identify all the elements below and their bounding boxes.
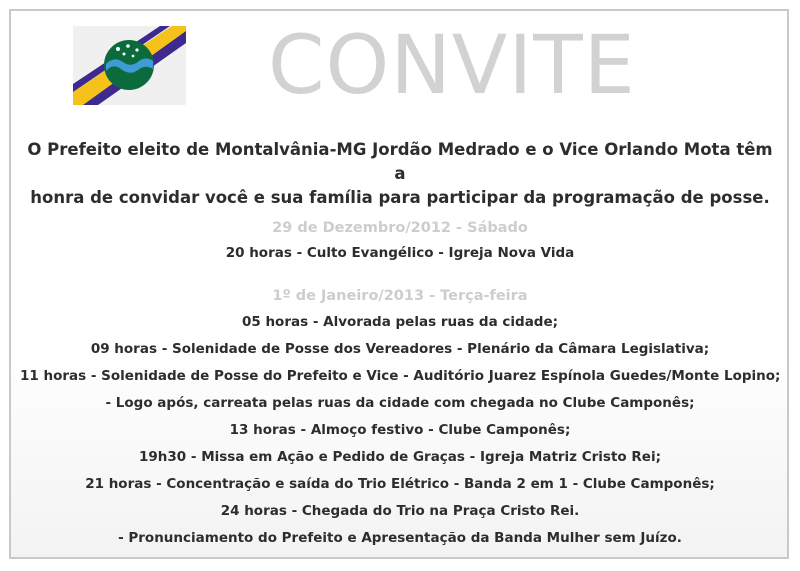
schedule-item: - Logo após, carreata pelas ruas da cidade com chegada no Clube Camponês; xyxy=(105,395,695,411)
schedule-item: 09 horas - Solenidade de Posse dos Vereadores - Plenário da Câmara Legislativa; xyxy=(90,341,710,357)
intro-line-2: honra de convidar você e sua família para participar da programação de posse. xyxy=(30,188,770,207)
intro-line-1: O Prefeito eleito de Montalvânia-MG Jordão Medrado e o Vice Orlando Mota têm a xyxy=(27,140,773,183)
schedule-item: 19h30 - Missa em Ação e Pedido de Graças - Igreja Matriz Cristo Rei; xyxy=(139,449,661,465)
page-title: CONVITE xyxy=(268,19,636,113)
schedule-item: 13 horas - Almoço festivo - Clube Camponês; xyxy=(229,422,571,438)
schedule-item: 21 horas - Concentração e saída do Trio Elétrico - Banda 2 em 1 - Clube Camponês; xyxy=(85,476,715,492)
schedule-item: 05 horas - Alvorada pelas ruas da cidade; xyxy=(241,314,559,330)
schedule-item: - Pronunciamento do Prefeito e Apresentação da Banda Mulher sem Juízo. xyxy=(118,530,682,546)
schedule-item: 20 horas - Culto Evangélico - Igreja Nova Vida xyxy=(225,245,575,261)
montalvania-flag-icon xyxy=(73,26,186,105)
schedule-item: 11 horas - Solenidade de Posse do Prefeito e Vice - Auditório Juarez Espínola Guedes/Monte Lopino; xyxy=(20,368,781,384)
intro-text xyxy=(20,138,780,210)
date-heading-day-2: 1º de Janeiro/2013 - Terça-feira xyxy=(272,288,528,304)
schedule-item: 24 horas - Chegada do Trio na Praça Cristo Rei. xyxy=(220,503,580,519)
date-heading-day-1: 29 de Dezembro/2012 - Sábado xyxy=(272,220,528,236)
